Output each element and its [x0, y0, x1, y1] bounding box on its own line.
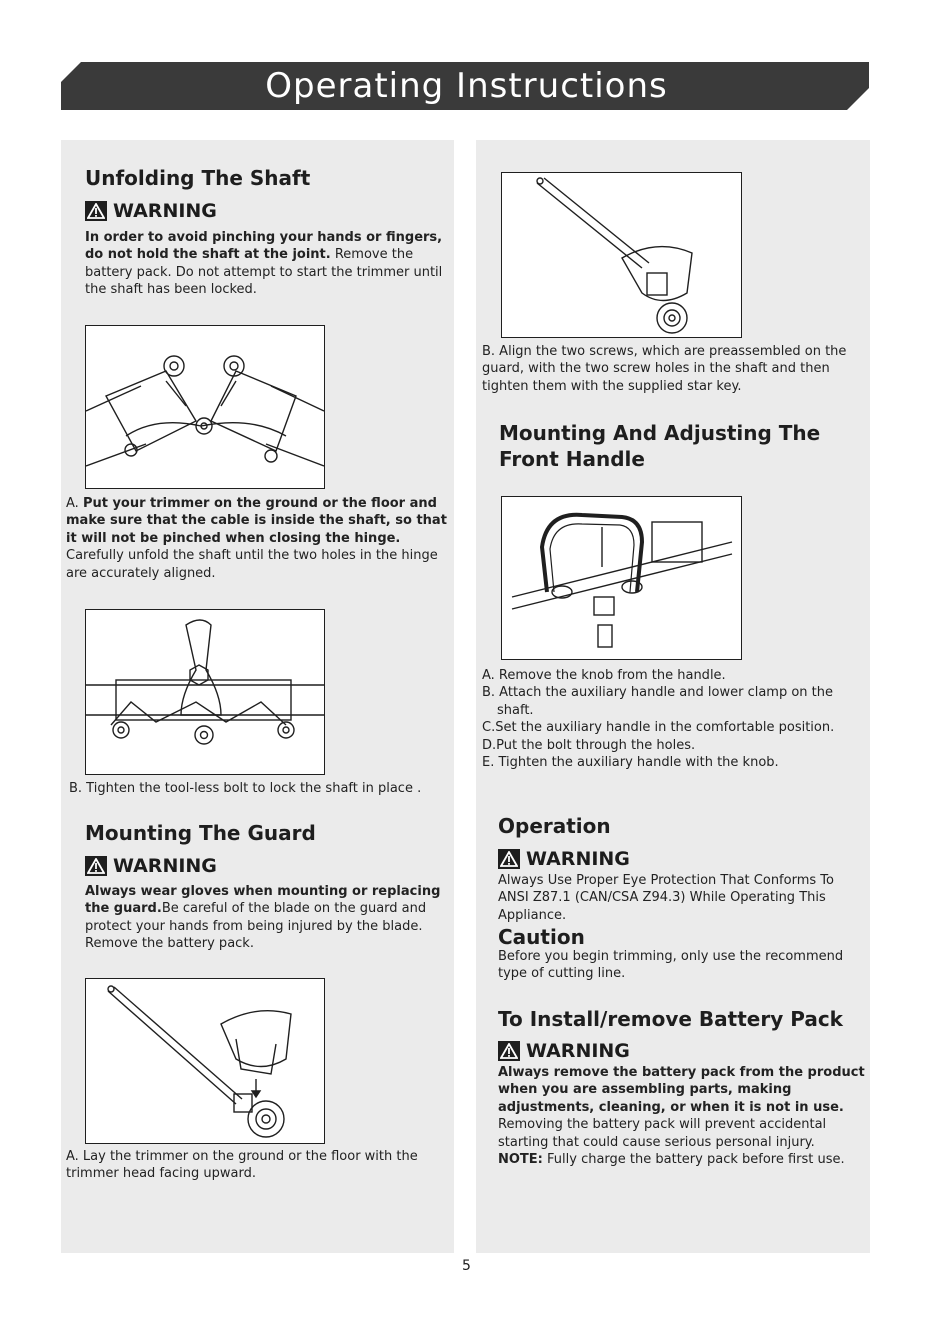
page-title: Operating Instructions	[265, 66, 668, 106]
note-label: NOTE:	[498, 1152, 543, 1168]
handle-step: D.Put the bolt through the holes.	[482, 737, 696, 753]
guard-step-b: B. Align the two screws, which are preassembled on the guard, with the two screw holes in the shaft and then tighten them with the supplied star key.	[482, 344, 847, 394]
warning-icon	[85, 856, 107, 876]
operation-warning-text: Always Use Proper Eye Protection That Conforms To ANSI Z87.1 (CAN/CSA Z94.3) While Operating This Appliance.	[498, 873, 834, 923]
unfold-heading: Unfolding The Shaft	[85, 166, 311, 190]
hinge-closed-figure	[85, 609, 325, 775]
handle-step: E. Tighten the auxiliary handle with the knob.	[482, 755, 779, 771]
front-handle-figure	[501, 496, 742, 660]
unfold-warning-text: In order to avoid pinching your hands or fingers, do not hold the shaft at the joint. Remove the battery pack. Do not attempt to start the trimmer until the shaft has been locked.	[85, 230, 443, 298]
guard-screws-figure	[501, 172, 742, 338]
handle-step: A. Remove the knob from the handle.	[482, 668, 726, 683]
handle-step: C.Set the auxiliary handle in the comfortable position.	[482, 720, 835, 736]
guard-warning-label: WARNING	[85, 855, 217, 877]
caution-text: Before you begin trimming, only use the recommend type of cutting line.	[498, 949, 844, 982]
unfold-step-b: B. Tighten the tool-less bolt to lock the shaft in place .	[69, 781, 422, 796]
guard-mount-figure	[85, 978, 325, 1144]
operation-heading: Operation	[498, 814, 611, 838]
guard-heading: Mounting The Guard	[85, 821, 316, 845]
handle-step: B. Attach the auxiliary handle and lower clamp on the shaft.	[482, 685, 833, 718]
page-number: 5	[462, 1258, 471, 1274]
handle-heading: Mounting And Adjusting The Front Handle	[499, 421, 821, 471]
note-text: Fully charge the battery pack before first use.	[542, 1152, 845, 1168]
unfold-step-a: A. Put your trimmer on the ground or the floor and make sure that the cable is inside the shaft, so that it will not be pinched when closing the hinge. Carefully unfold the shaft until the two holes in the hinge are accurately aligned.	[66, 496, 447, 581]
battery-heading: To Install/remove Battery Pack	[498, 1007, 843, 1031]
battery-warning-label: WARNING	[498, 1040, 630, 1062]
warning-icon	[85, 201, 107, 221]
warning-icon	[498, 1041, 520, 1061]
guard-warning-text: Always wear gloves when mounting or replacing the guard.Be careful of the blade on the guard and protect your hands from being injured by the blade. Remove the battery pack.	[85, 884, 441, 952]
guard-step-a: A. Lay the trimmer on the ground or the floor with the trimmer head facing upward.	[66, 1149, 418, 1182]
caution-heading: Caution	[498, 925, 585, 949]
unfold-warning-label: WARNING	[85, 200, 217, 222]
handle-steps	[482, 667, 862, 771]
operation-warning-label: WARNING	[498, 848, 630, 870]
warning-icon	[498, 849, 520, 869]
battery-warning-text: Always remove the battery pack from the product when you are assembling parts, making adjustments, cleaning, or when it is not in use. Removing the battery pack will prevent accidental starting that could cause serious personal injury. NOTE: Fully charge the battery pack before first use.	[498, 1065, 865, 1168]
hinge-open-figure	[85, 325, 325, 489]
